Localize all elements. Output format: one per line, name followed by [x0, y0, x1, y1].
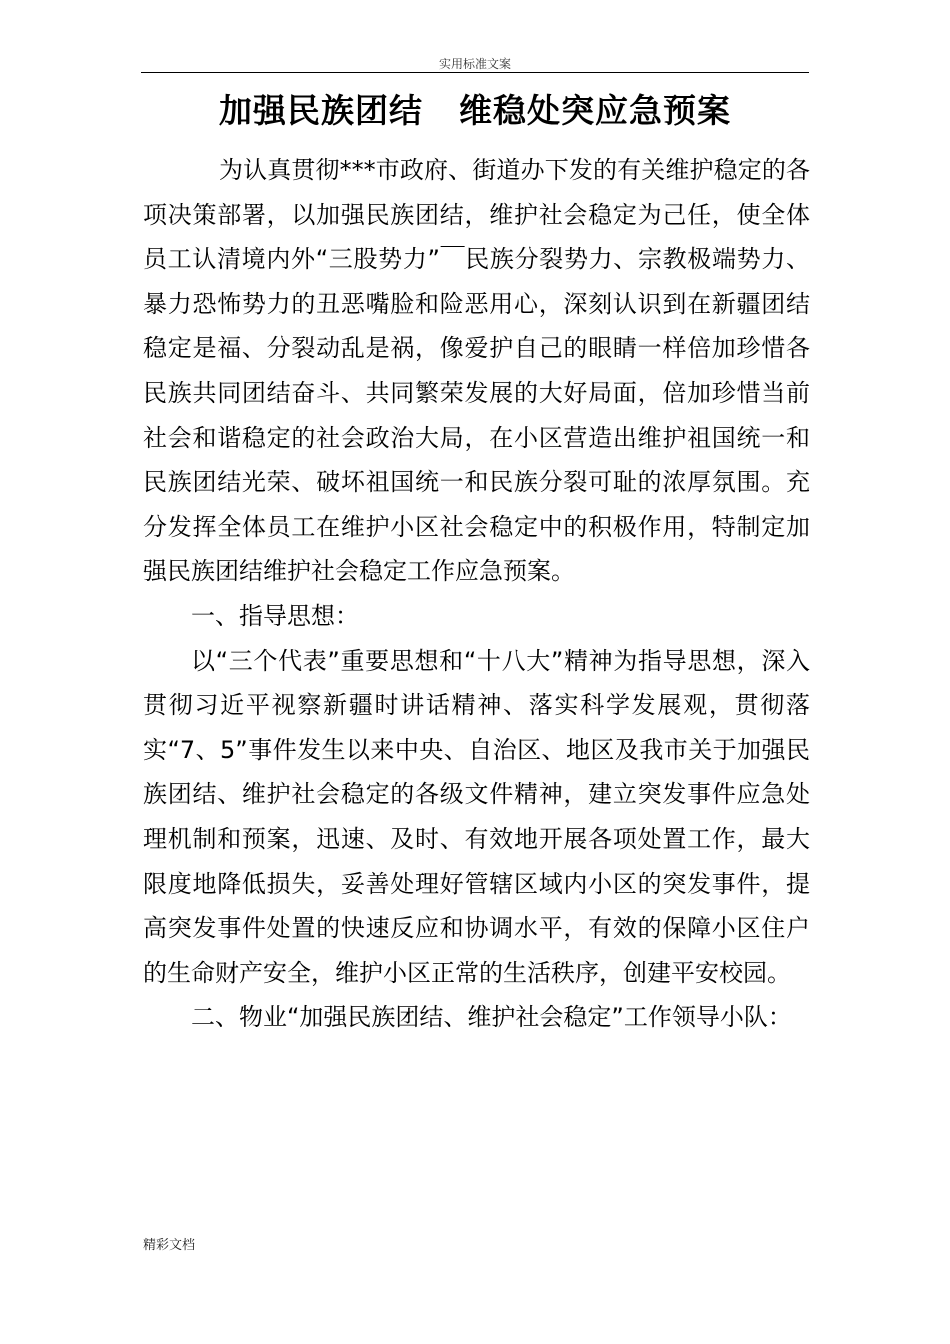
section-heading-guiding-ideology: 一、指导思想：	[191, 601, 359, 630]
document-body	[143, 148, 810, 1040]
running-header: 实用标准文案	[438, 57, 511, 71]
document-title	[0, 86, 950, 136]
section-heading-leadership-team: 二、物业“加强民族团结、维护社会稳定”工作领导小队：	[191, 1003, 792, 1032]
title-part-1: 加强民族团结	[219, 91, 423, 130]
page-footer: 精彩文档	[143, 1238, 196, 1253]
title-part-2: 维稳处突应急预案	[459, 91, 731, 130]
intro-paragraph: 为认真贯彻***市政府、街道办下发的有关维护稳定的各项决策部署，以加强民族团结，维护社会稳定为己任，使全体员工认清境内外“三股势力”￣民族分裂势力、宗教极端势力、暴力恐怖势力的丑恶嘴脸和险恶用心，深刻认识到在新疆团结稳定是福、分裂动乱是祸，像爱护自己的眼睛一样倍加珍惜各民族共同团结奋斗、共同繁荣发展的大好局面，倍加珍惜当前社会和谐稳定的社会政治大局，在小区营造出维护祖国统一和民族团结光荣、破坏祖国统一和民族分裂可耻的浓厚氛围。充分发挥全体员工在维护小区社会稳定中的积极作用，特制定加强民族团结维护社会稳定工作应急预案。	[143, 156, 810, 586]
guiding-ideology-paragraph: 以“三个代表”重要思想和“十八大”精神为指导思想，深入贯彻习近平视察新疆时讲话精神、落实科学发展观，贯彻落实“7、5”事件发生以来中央、自治区、地区及我市关于加强民族团结、维护社会稳定的各级文件精神，建立突发事件应急处理机制和预案，迅速、及时、有效地开展各项处置工作，最大限度地降低损失，妥善处理好管辖区域内小区的突发事件，提高突发事件处置的快速反应和协调水平，有效的保障小区住户的生命财产安全，维护小区正常的生活秩序，创建平安校园。	[143, 646, 810, 987]
header-divider	[141, 72, 809, 73]
